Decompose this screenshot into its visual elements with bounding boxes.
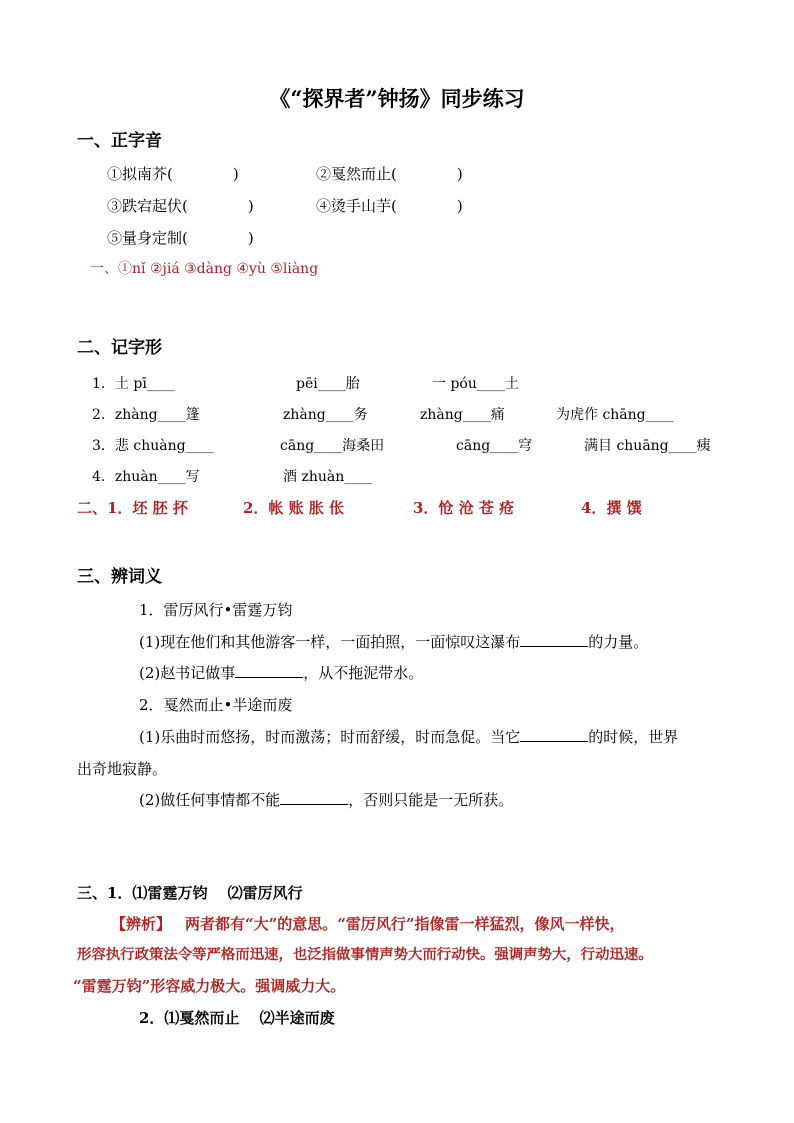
a3-analysis-3: “雷霆万钧”形容威力极大。强调威力大。 <box>73 977 346 995</box>
s3-q2-label: 2．戛然而止•半途而废 <box>139 696 293 714</box>
s2-row3-item4: 满目 chuāng____痍 <box>584 438 711 454</box>
s2-row1-item1: 1．土 pī____ <box>92 376 175 392</box>
s3-q2-b: (2)做任何事情都不能 ，否则只能是一无所获。 <box>139 791 514 809</box>
blank-line <box>280 790 348 805</box>
s2-answer-3: 3．怆 沧 苍 疮 <box>413 499 515 517</box>
s2-row1-item2: pēi____胎 <box>296 376 360 392</box>
s1-answer: 一、①nǐ ②jiá ③dàng ④yù ⑤liàng <box>90 261 319 277</box>
s3-q1-b: (2)赵书记做事 ，从不拖泥带水。 <box>139 664 424 682</box>
a3-analysis-2: 形容执行政策法令等严格而迅速，也泛指做事情声势大而行动快。强调声势大，行动迅速。 <box>77 946 653 963</box>
s2-answer-1: 二、1．坯 胚 抔 <box>77 499 188 517</box>
a3-analysis-1: 【辨析】 两者都有“大”的意思。“雷厉风行”指像雷一样猛烈，像风一样快， <box>111 915 625 933</box>
s2-row2-item2: zhàng____务 <box>283 407 368 423</box>
s2-row2-item3: zhàng____痛 <box>420 407 505 423</box>
s2-answer-2: 2．帐 账 胀 伥 <box>243 499 345 517</box>
s3-q2-a-cont: 出奇地寂静。 <box>77 760 168 778</box>
s2-answer-4: 4．撰 馔 <box>581 499 642 517</box>
s2-row4-item1: 4．zhuàn____写 <box>92 469 200 485</box>
s3-q2-a: (1)乐曲时而悠扬，时而激荡；时而舒缓，时而急促。当它 的时候，世界 <box>139 728 679 746</box>
s2-row3-item1: 3．悲 chuàng____ <box>92 438 214 454</box>
s2-row1-item3: 一 póu____土 <box>432 376 519 392</box>
s1-item-4: ④烫手山芋( ) <box>316 197 463 215</box>
blank-line <box>520 727 588 742</box>
s2-row2-item1: 2．zhàng____篷 <box>92 407 200 423</box>
s1-item-3: ③跌宕起伏( ) <box>107 197 254 215</box>
section-3-heading: 三、辨词义 <box>77 567 162 587</box>
a3-line2: 2．⑴戛然而止 ⑵半途而废 <box>139 1009 335 1027</box>
s2-row3-item2: cāng____海桑田 <box>280 438 385 454</box>
blank-line <box>235 663 303 678</box>
s1-item-1: ①拟南芥( ) <box>107 165 239 183</box>
s3-q1-a: (1)现在他们和其他游客一样，一面拍照，一面惊叹这瀑布 的力量。 <box>139 633 649 651</box>
a3-line1: 三、1．⑴雷霆万钧 ⑵雷厉风行 <box>77 884 303 902</box>
s1-item-5: ⑤量身定制( ) <box>107 229 254 247</box>
s2-row3-item3: cāng____穹 <box>456 438 533 454</box>
s2-row2-item4: 为虎作 chāng____ <box>556 407 674 423</box>
page-title: 《“探界者”钟扬》同步练习 <box>269 86 525 111</box>
s3-q1-label: 1．雷厉风行•雷霆万钧 <box>139 601 293 619</box>
section-2-heading: 二、记字形 <box>77 338 162 358</box>
s1-item-2: ②戛然而止( ) <box>316 165 463 183</box>
section-1-heading: 一、正字音 <box>77 131 162 151</box>
blank-line <box>520 632 588 647</box>
s2-row4-item2: 酒 zhuàn____ <box>283 469 373 485</box>
